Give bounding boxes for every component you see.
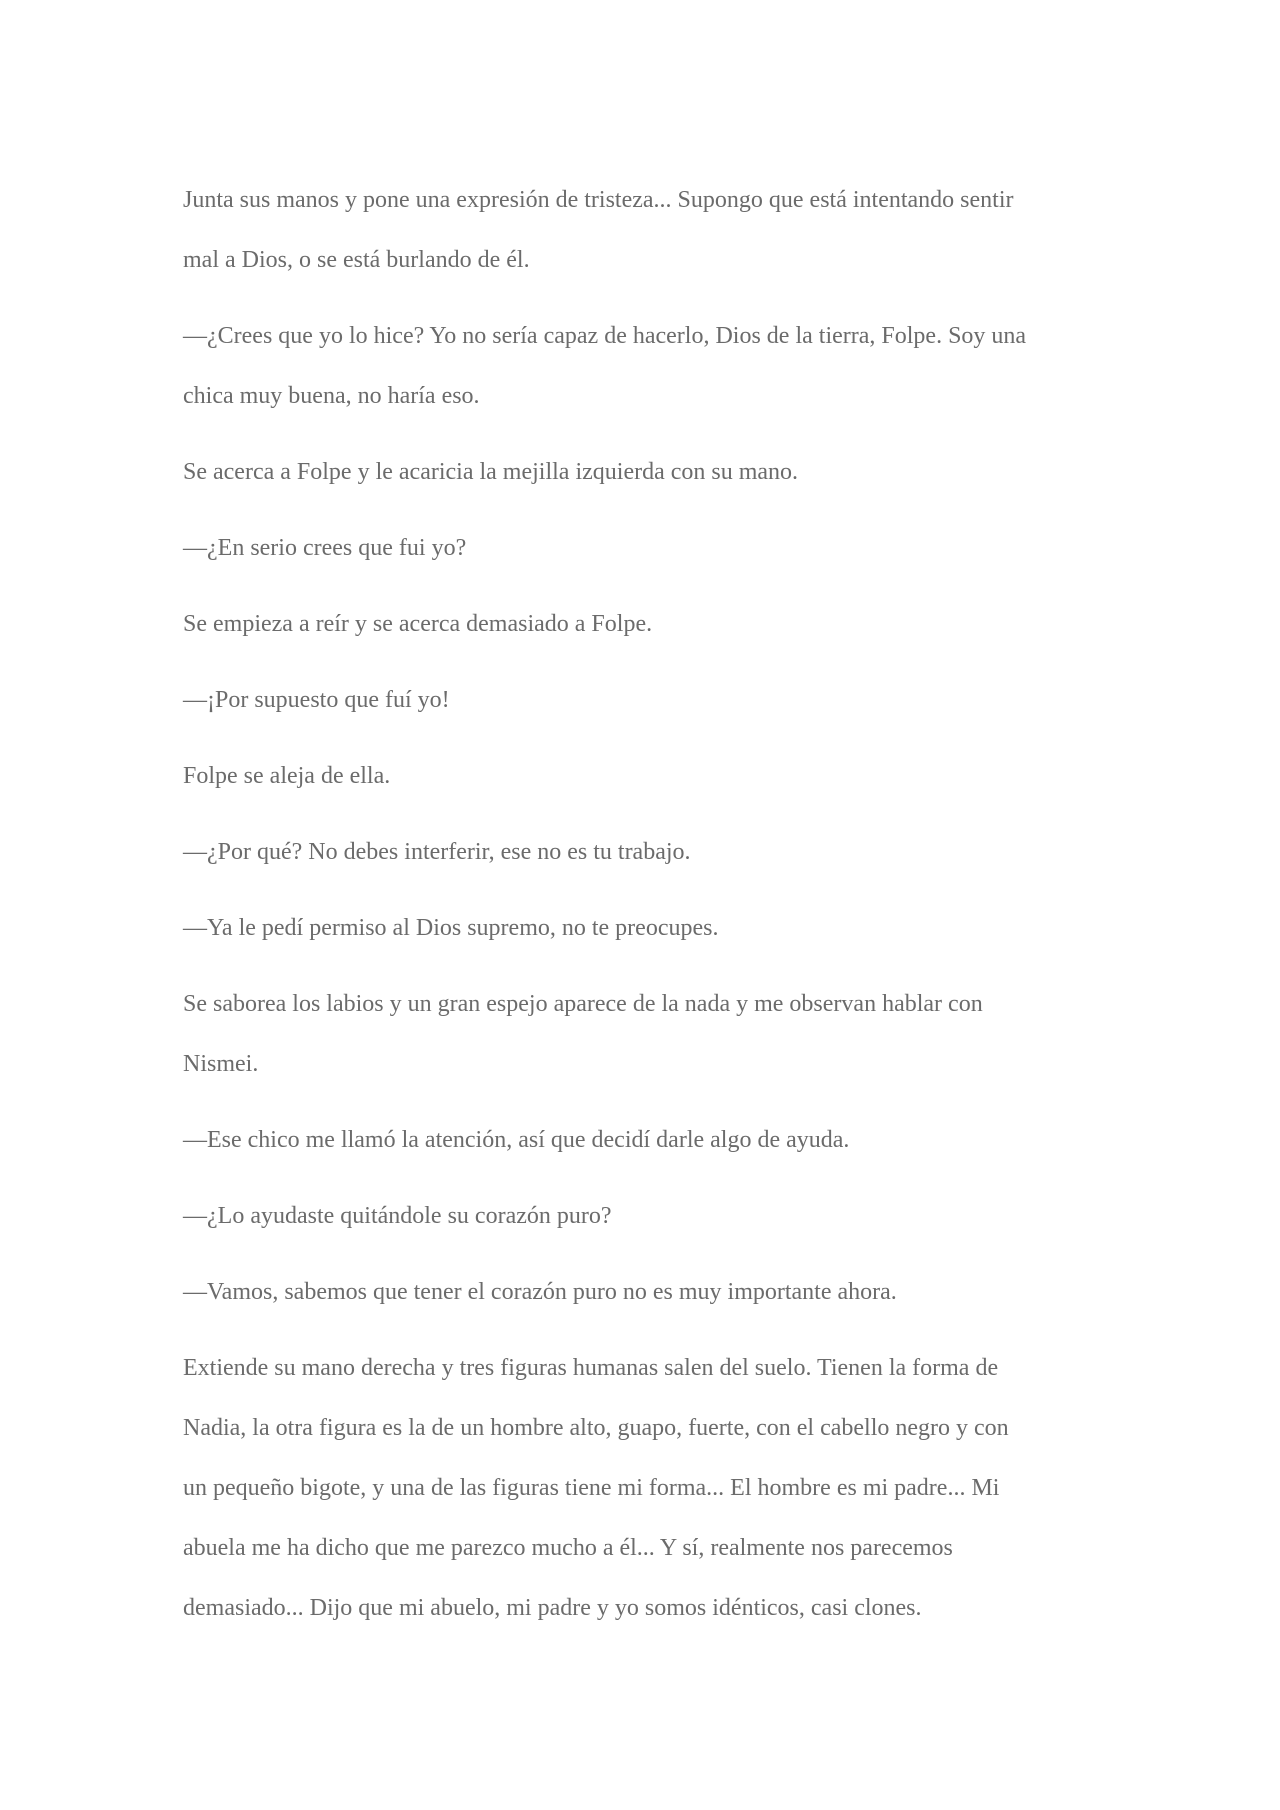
paragraph-7 [183,746,1103,806]
paragraph-line: Nismei. [183,1051,259,1077]
paragraph-9 [183,898,1103,958]
document-body [183,170,1103,1654]
paragraph-10 [183,974,1103,1094]
paragraph-line: —Ya le pedí permiso al Dios supremo, no te preocupes. [183,915,719,941]
paragraph-line: —¿Lo ayudaste quitándole su corazón puro? [183,1203,612,1229]
paragraph-line: Extiende su mano derecha y tres figuras humanas salen del suelo. Tienen la forma de [183,1355,999,1381]
paragraph-line: Junta sus manos y pone una expresión de tristeza... Supongo que está intentando sentir [183,187,1014,213]
paragraph-line: —Ese chico me llamó la atención, así que decidí darle algo de ayuda. [183,1127,850,1153]
paragraph-line: un pequeño bigote, y una de las figuras tiene mi forma... El hombre es mi padre... Mi [183,1475,1000,1501]
paragraph-1 [183,170,1103,290]
paragraph-line: abuela me ha dicho que me parezco mucho a él... Y sí, realmente nos parecemos [183,1535,953,1561]
paragraph-line: demasiado... Dijo que mi abuelo, mi padre y yo somos idénticos, casi clones. [183,1595,922,1621]
paragraph-line: —¡Por supuesto que fuí yo! [183,687,450,713]
paragraph-6 [183,670,1103,730]
paragraph-line: mal a Dios, o se está burlando de él. [183,247,530,273]
paragraph-5 [183,594,1103,654]
paragraph-8 [183,822,1103,882]
paragraph-line: —¿En serio crees que fui yo? [183,535,467,561]
paragraph-line: Folpe se aleja de ella. [183,763,391,789]
paragraph-13 [183,1262,1103,1322]
paragraph-2 [183,306,1103,426]
paragraph-line: Nadia, la otra figura es la de un hombre alto, guapo, fuerte, con el cabello negro y con [183,1415,1009,1441]
paragraph-line: —¿Crees que yo lo hice? Yo no sería capaz de hacerlo, Dios de la tierra, Folpe. Soy una [183,323,1027,349]
paragraph-line: —Vamos, sabemos que tener el corazón puro no es muy importante ahora. [183,1279,897,1305]
paragraph-line: Se acerca a Folpe y le acaricia la mejilla izquierda con su mano. [183,459,799,485]
paragraph-3 [183,442,1103,502]
paragraph-4 [183,518,1103,578]
paragraph-14 [183,1338,1103,1638]
paragraph-line: chica muy buena, no haría eso. [183,383,480,409]
paragraph-12 [183,1186,1103,1246]
paragraph-line: —¿Por qué? No debes interferir, ese no es tu trabajo. [183,839,691,865]
paragraph-line: Se empieza a reír y se acerca demasiado a Folpe. [183,611,653,637]
paragraph-11 [183,1110,1103,1170]
paragraph-line: Se saborea los labios y un gran espejo aparece de la nada y me observan hablar con [183,991,983,1017]
